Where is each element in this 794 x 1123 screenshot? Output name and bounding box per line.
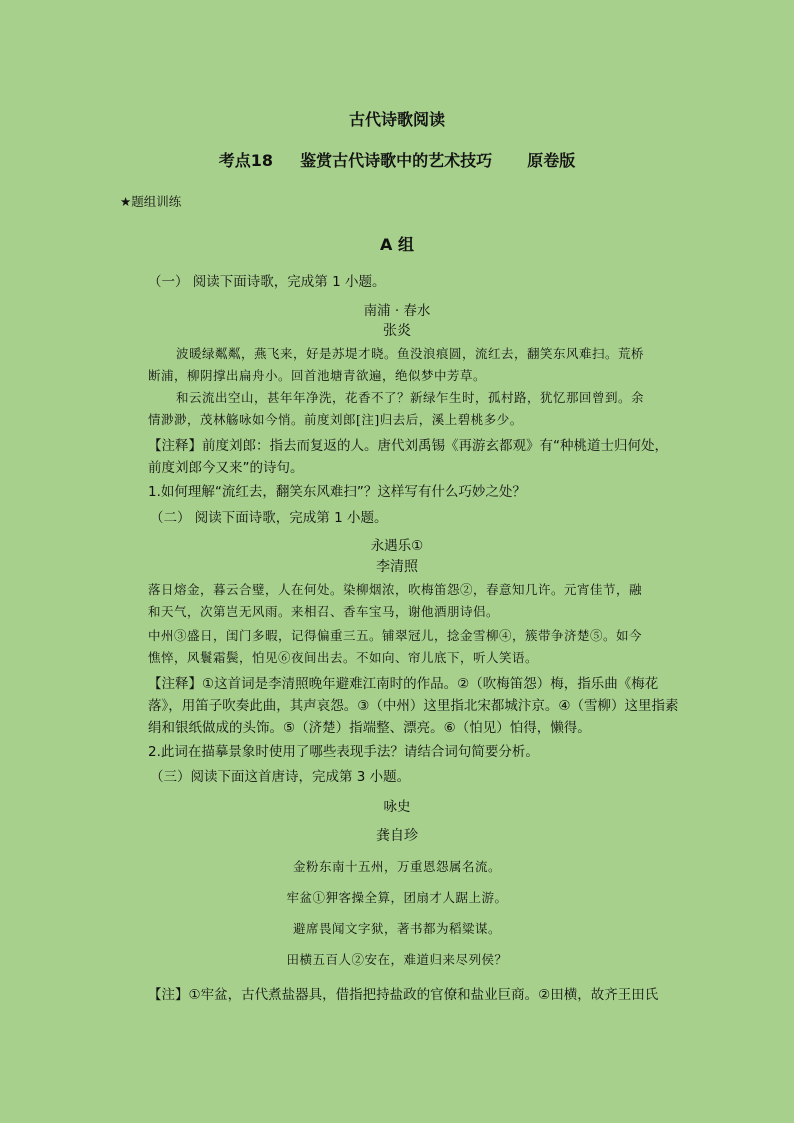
note-2-line: 【注释】①这首词是李清照晚年避难江南时的作品。②（吹梅笛怨）梅，指乐曲《梅花 (148, 676, 659, 692)
poem-1-author: 张炎 (383, 323, 411, 339)
note-label: 【注释】 (148, 438, 202, 454)
poem-2-line: 落日熔金，暮云合璧，人在何处。染柳烟浓，吹梅笛怨②，春意知几许。元宵佳节，融 (148, 582, 643, 597)
note-2-line: 绢和银纸做成的头饰。⑤（济楚）指端整、漂亮。⑥（怕见）怕得，懒得。 (148, 720, 591, 736)
note-1-line: 【注释】前度刘郎：指去而复返的人。唐代刘禹锡《再游玄都观》有“种桃道士归何处， (148, 438, 668, 454)
note-label: 【注】 (148, 987, 189, 1003)
poem-2-title: 永遇乐① (370, 538, 424, 554)
note-label: 【注释】 (148, 676, 202, 692)
poem-3-line: 田横五百人②安在，难道归来尽列侯？ (286, 952, 508, 967)
poem-3-line: 避席畏闻文字狱，著书都为稻粱谋。 (292, 921, 501, 936)
question-2: 2.此词在描摹景象时使用了哪些表现手法？请结合词句简要分析。 (148, 744, 539, 760)
note-2-line: 落》，用笛子吹奏此曲，其声哀怨。③（中州）这里指北宋都城汴京。④（雪柳）这里指素 (148, 698, 679, 714)
section-tag: ★题组训练 (120, 194, 182, 209)
page-subtitle (0, 148, 794, 171)
poem-3-title: 咏史 (383, 799, 411, 815)
poem-1-line: 情渺渺，茂林觞咏如今悄。前度刘郎[注]归去后，溪上碧桃多少。 (148, 412, 523, 427)
poem-1-title: 南浦 · 春水 (363, 303, 431, 319)
question-1: 1.如何理解“流红去，翻笑东风难扫”？这样写有什么巧妙之处？ (148, 484, 526, 500)
poem-1-line: 波暖绿粼粼，燕飞来，好是苏堤才晓。鱼没浪痕圆，流红去，翻笑东风难扫。荒桥 (176, 346, 645, 361)
page-title: 古代诗歌阅读 (348, 110, 445, 129)
note-1-line: 前度刘郎今又来”的诗句。 (148, 460, 304, 476)
poem-2-line: 憔悴，风鬟霜鬓，怕见⑥夜间出去。不如向、帘儿底下，听人笑语。 (148, 650, 539, 665)
section-2-intro: （二） 阅读下面诗歌，完成第 1 小题。 (150, 510, 388, 526)
poem-2-line: 中州③盛日，闺门多暇，记得偏重三五。铺翠冠儿，捻金雪柳④，簇带争济楚⑤。如今 (148, 628, 643, 643)
poem-2-author: 李清照 (376, 559, 418, 575)
poem-3-author: 龚自珍 (376, 828, 418, 844)
poem-3-line: 金粉东南十五州，万重恩怨属名流。 (292, 859, 501, 874)
subtitle-topic-number: 考点18 (218, 151, 273, 170)
poem-2-line: 和天气，次第岂无风雨。来相召、香车宝马，谢他酒朋诗侣。 (148, 604, 500, 619)
section-1-intro: （一） 阅读下面诗歌，完成第 1 小题。 (148, 274, 386, 290)
poem-1-line: 和云流出空山，甚年年净洗，花香不了？新绿乍生时，孤村路，犹忆那回曾到。余 (176, 390, 645, 405)
subtitle-topic: 鉴赏古代诗歌中的艺术技巧 (300, 151, 493, 170)
note-3-line: 【注】①牢盆，古代煮盐器具，借指把持盐政的官僚和盐业巨商。②田横，故齐王田氏 (148, 987, 659, 1003)
group-heading: A 组 (380, 235, 414, 254)
poem-3-line: 牢盆①狎客操全算，团扇才人踞上游。 (286, 890, 508, 905)
subtitle-version: 原卷版 (527, 151, 576, 170)
poem-1-line: 断浦，柳阴撑出扁舟小。回首池塘青欲遍，绝似梦中芳草。 (148, 368, 487, 383)
section-3-intro: （三）阅读下面这首唐诗，完成第 3 小题。 (150, 769, 411, 785)
